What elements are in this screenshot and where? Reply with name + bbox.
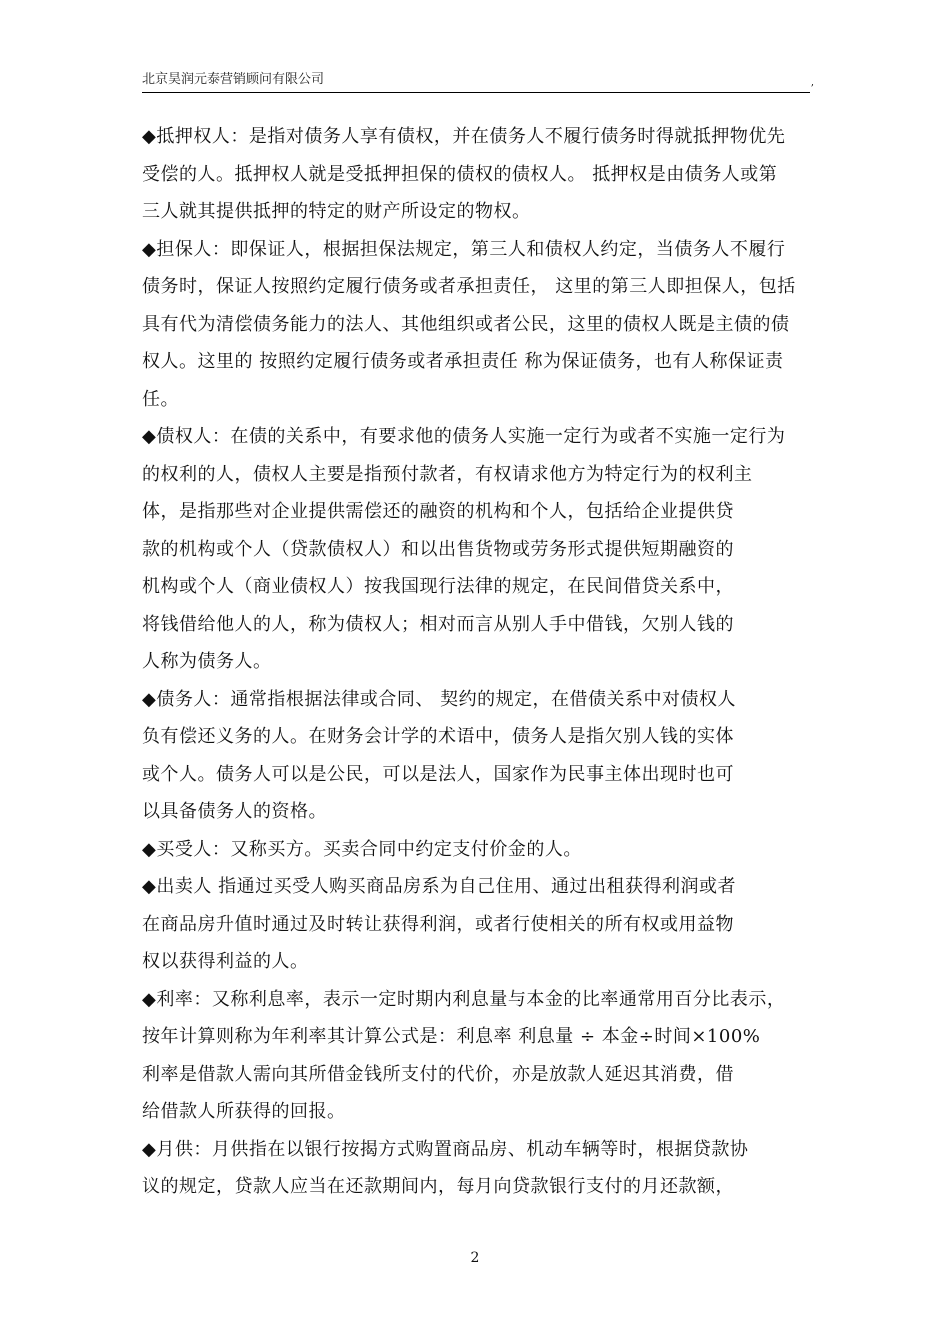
body-line: ◆买受人：又称买方。买卖合同中约定支付价金的人。	[142, 838, 582, 860]
document-body	[142, 118, 820, 1206]
page-number: 2	[470, 1250, 480, 1266]
body-line: 给借款人所获得的回报。	[142, 1101, 346, 1122]
body-line: 机构或个人（商业债权人）按我国现行法律的规定，在民间借贷关系中，	[142, 576, 734, 597]
header-mark: ,	[810, 77, 814, 88]
body-line: 权人。这里的 按照约定履行债务或者承担责任 称为保证债务，也有人称保证责	[142, 351, 784, 372]
body-line: 在商品房升值时通过及时转让获得利润，或者行使相关的所有权或用益物	[142, 913, 734, 935]
page-header	[142, 70, 814, 93]
body-line: 受偿的人。抵押权人就是受抵押担保的债权的债权人。 抵押权是由债务人或第	[142, 163, 778, 185]
body-line: 任。	[142, 388, 179, 410]
body-line: 具有代为清偿债务能力的法人、其他组织或者公民，这里的债权人既是主债的债	[142, 313, 790, 335]
body-line: 以具备债务人的资格。	[142, 801, 327, 822]
body-line: 三人就其提供抵押的特定的财产所设定的物权。	[142, 201, 531, 222]
body-line: ◆月供：月供指在以银行按揭方式购置商品房、机动车辆等时，根据贷款协	[142, 1138, 749, 1160]
body-line: 权以获得利益的人。	[142, 951, 309, 972]
body-line: 或个人。债务人可以是公民，可以是法人，国家作为民事主体出现时也可	[142, 763, 734, 785]
body-line: 债务时，保证人按照约定履行债务或者承担责任， 这里的第三人即担保人，包括	[142, 276, 796, 297]
body-line: ◆抵押权人：是指对债务人享有债权，并在债务人不履行债务时得就抵押物优先	[142, 126, 786, 147]
body-line: ◆债权人：在债的关系中，有要求他的债务人实施一定行为或者不实施一定行为	[142, 426, 786, 447]
body-line: 议的规定，贷款人应当在还款期间内，每月向贷款银行支付的月还款额，	[142, 1176, 734, 1197]
body-line: 体，是指那些对企业提供需偿还的融资的机构和个人，包括给企业提供贷	[142, 501, 734, 522]
body-line: 负有偿还义务的人。在财务会计学的术语中，债务人是指欠别人钱的实体	[142, 726, 734, 747]
body-line: ◆出卖人 指通过买受人购买商品房系为自己住用、通过出租获得利润或者	[142, 876, 737, 897]
body-line: ◆债务人：通常指根据法律或合同、 契约的规定，在借债关系中对债权人	[142, 688, 737, 710]
body-line: ◆利率：又称利息率，表示一定时期内利息量与本金的比率通常用百分比表示，	[142, 988, 786, 1010]
body-line: 款的机构或个人（贷款债权人）和以出售货物或劳务形式提供短期融资的	[142, 538, 734, 560]
body-line: 将钱借给他人的人，称为债权人；相对而言从别人手中借钱，欠别人钱的	[142, 613, 734, 635]
body-line: 按年计算则称为年利率其计算公式是：利息率 利息量 ÷ 本金÷时间×100%	[142, 1026, 761, 1047]
body-line: 的权利的人，债权人主要是指预付款者，有权请求他方为特定行为的权利主	[142, 463, 753, 485]
header-company-name: 北京昊润元泰营销顾问有限公司	[142, 72, 325, 87]
body-line: ◆担保人：即保证人，根据担保法规定，第三人和债权人约定，当债务人不履行	[142, 238, 786, 260]
body-line: 利率是借款人需向其所借金钱所支付的代价，亦是放款人延迟其消费，借	[142, 1063, 734, 1085]
body-line: 人称为债务人。	[142, 651, 272, 672]
